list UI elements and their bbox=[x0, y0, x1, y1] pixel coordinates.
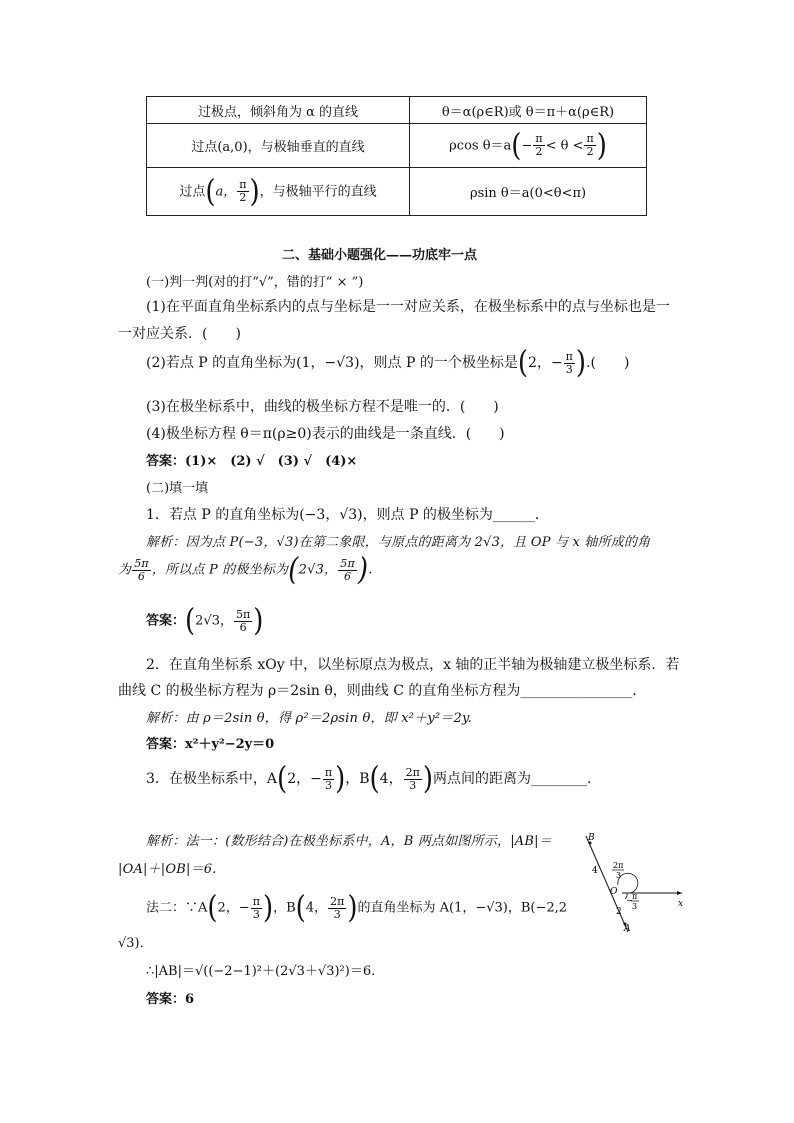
question-text: (2)若点 P 的直角坐标为(1，−√3)，则点 P 的一个极坐标是 bbox=[146, 355, 518, 371]
question-text: 3．在极坐标系中，A bbox=[146, 771, 278, 787]
fraction: $\frac{5\pi}{6}$ bbox=[236, 607, 251, 634]
table-cell: θ＝α(ρ∈R)或 θ＝π＋α(ρ∈R) bbox=[410, 97, 647, 124]
solution-1-cont: 为 $\frac{5\pi}{6}$ ，所以点 P 的极坐标为(2√3， $\frac{5\pi}{6}$ ). bbox=[118, 552, 373, 588]
label-4: 4 bbox=[592, 866, 598, 876]
label-A: A bbox=[624, 924, 631, 934]
table-row bbox=[147, 168, 647, 216]
section-title: 二、基础小题强化——功底牢一点 bbox=[282, 248, 478, 263]
axis-arrow bbox=[677, 891, 682, 895]
label-B: B bbox=[588, 833, 595, 843]
label-O: O bbox=[610, 887, 618, 897]
answer-text: 2√3， bbox=[195, 613, 233, 629]
solution-text: 4， bbox=[305, 900, 328, 916]
problem-3: 3．在极坐标系中，A(2，− $\frac{\pi}{3}$ )，B(4， $\frac{2\pi}{3}$ )两点间的距离为________． bbox=[146, 761, 601, 797]
fraction: $\frac{5\pi}{6}$ bbox=[134, 556, 149, 583]
solution-3-distance: ∴|AB|＝√((−2−1)²＋(2√3＋√3)²)＝6. bbox=[146, 964, 376, 979]
table-row bbox=[147, 124, 647, 168]
part1-title: (一)判一判(对的打“√”，错的打“ × ”) bbox=[146, 275, 364, 290]
question-1-cont: 一对应关系．( ) bbox=[118, 326, 241, 342]
answer-label: 答案： bbox=[146, 613, 186, 629]
problem-2: 2．在直角坐标系 xOy 中，以坐标原点为极点，x 轴的正半轴为极轴建立极坐标系．若 bbox=[146, 657, 680, 673]
question-1: (1)在平面直角坐标系内的点与坐标是一一对应关系，在极坐标系中的点与坐标也是一 bbox=[146, 299, 670, 315]
solution-text: 为 bbox=[118, 562, 132, 578]
cell-text: 过点 bbox=[179, 184, 206, 199]
minus-sign: − bbox=[521, 138, 533, 153]
table-cell: 过点(a， $\frac{\pi}{2}$ )，与极轴平行的直线 bbox=[147, 168, 410, 216]
fraction: $\frac{2\pi}{3}$ bbox=[405, 765, 420, 792]
solution-text: 法二：∵A bbox=[146, 900, 208, 916]
question-text: 两点间的距离为________． bbox=[432, 771, 601, 787]
angle2-label-num: π bbox=[632, 892, 638, 901]
cell-text: ，与极轴平行的直线 bbox=[259, 184, 377, 199]
fraction: $\frac{\pi}{3}$ bbox=[324, 765, 333, 792]
question-3: (3)在极坐标系中，曲线的极坐标方程不是唯一的．( ) bbox=[146, 399, 499, 415]
question-text: .( ) bbox=[586, 355, 630, 371]
question-text: 4， bbox=[379, 771, 403, 787]
solution-text: 2√3， bbox=[298, 562, 338, 578]
angle-label-num: 2π bbox=[613, 861, 624, 870]
answer-3: 答案：6 bbox=[146, 992, 195, 1007]
fraction: $\frac{\pi}{2}$ bbox=[239, 178, 247, 204]
label-2: 2 bbox=[616, 907, 622, 917]
solution-text: 2，− bbox=[217, 900, 250, 916]
fraction: $\frac{\pi}{3}$ bbox=[252, 894, 260, 921]
table-cell: 过极点，倾斜角为 α 的直线 bbox=[147, 97, 410, 124]
solution-text: . bbox=[368, 562, 373, 578]
solution-3-method1: 解析：法一：(数形结合)在极坐标系中，A，B 两点如图所示，|AB|＝ bbox=[146, 834, 552, 849]
question-4: (4)极坐标方程 θ＝π(ρ≥0)表示的曲线是一条直线．( ) bbox=[146, 426, 505, 442]
table-row bbox=[147, 97, 647, 124]
question-text: 2，− bbox=[287, 771, 322, 787]
table-cell: 过点(a,0)，与极轴垂直的直线 bbox=[147, 124, 410, 168]
line-AB bbox=[586, 836, 628, 932]
label-x: x bbox=[678, 899, 684, 909]
solution-text: ，所以点 P 的极坐标为 bbox=[151, 562, 289, 578]
angle2-sign: − bbox=[626, 896, 633, 905]
question-text: 2，− bbox=[528, 355, 563, 371]
problem-2-cont: 曲线 C 的极坐标方程为 ρ＝2sin θ，则曲线 C 的直角坐标方程为________________． bbox=[118, 683, 647, 699]
fraction: $\frac{2\pi}{3}$ bbox=[330, 894, 345, 921]
table-cell: ρcos θ＝a(− $\frac{\pi}{2}$ < θ < $\frac{\pi}{2}$ ) bbox=[410, 124, 647, 168]
question-text: ，B bbox=[345, 771, 370, 787]
fraction: $\frac{\pi}{3}$ bbox=[565, 349, 573, 376]
formula-text: ρcos θ＝a bbox=[449, 138, 512, 153]
solution-2: 解析：由 ρ＝2sin θ，得 ρ²＝2ρsin θ，即 x²＋y²＝2y. bbox=[146, 711, 473, 726]
solution-3-method2-cont: √3)． bbox=[118, 936, 153, 951]
polar-line-table bbox=[146, 96, 647, 216]
angle2-label-den: 3 bbox=[632, 902, 638, 911]
cell-text: a， bbox=[215, 184, 237, 199]
answer-2: 答案：x²＋y²−2y＝0 bbox=[146, 737, 275, 752]
angle-label-den: 3 bbox=[616, 871, 622, 880]
solution-1: 解析：因为点 P(−3，√3)在第二象限，与原点的距离为 2√3，且 OP 与 x 轴所成的角 bbox=[146, 535, 651, 550]
question-2: (2)若点 P 的直角坐标为(1，−√3)，则点 P 的一个极坐标是(2，− $\frac{\pi}{3}$ ).( ) bbox=[146, 345, 630, 381]
part1-answer: 答案：(1)× (2) √ (3) √ (4)× bbox=[146, 454, 358, 469]
solution-text: ，B bbox=[273, 900, 296, 916]
answer-1: 答案：(2√3， $\frac{5\pi}{6}$ ) bbox=[146, 603, 264, 639]
polar-figure bbox=[568, 828, 688, 938]
table-cell: ρsin θ＝a(0<θ<π) bbox=[410, 168, 647, 216]
solution-3-method1-cont: |OA|＋|OB|＝6. bbox=[118, 862, 217, 877]
fraction: $\frac{\pi}{2}$ bbox=[535, 132, 543, 158]
fraction: $\frac{\pi}{2}$ bbox=[586, 132, 594, 158]
part2-title: (二)填一填 bbox=[146, 481, 209, 496]
solution-text: 的直角坐标为 A(1，−√3)，B(−2,2 bbox=[357, 900, 568, 916]
solution-3-method2: 法二：∵A(2，− $\frac{\pi}{3}$ )，B(4， $\frac{2\pi}{3}$ )的直角坐标为 A(1，−√3)，B(−2,2 bbox=[146, 890, 568, 926]
formula-text: < θ < bbox=[545, 138, 584, 153]
problem-1: 1．若点 P 的直角坐标为(−3，√3)，则点 P 的极坐标为______． bbox=[146, 507, 549, 523]
fraction: $\frac{5\pi}{6}$ bbox=[340, 556, 355, 583]
